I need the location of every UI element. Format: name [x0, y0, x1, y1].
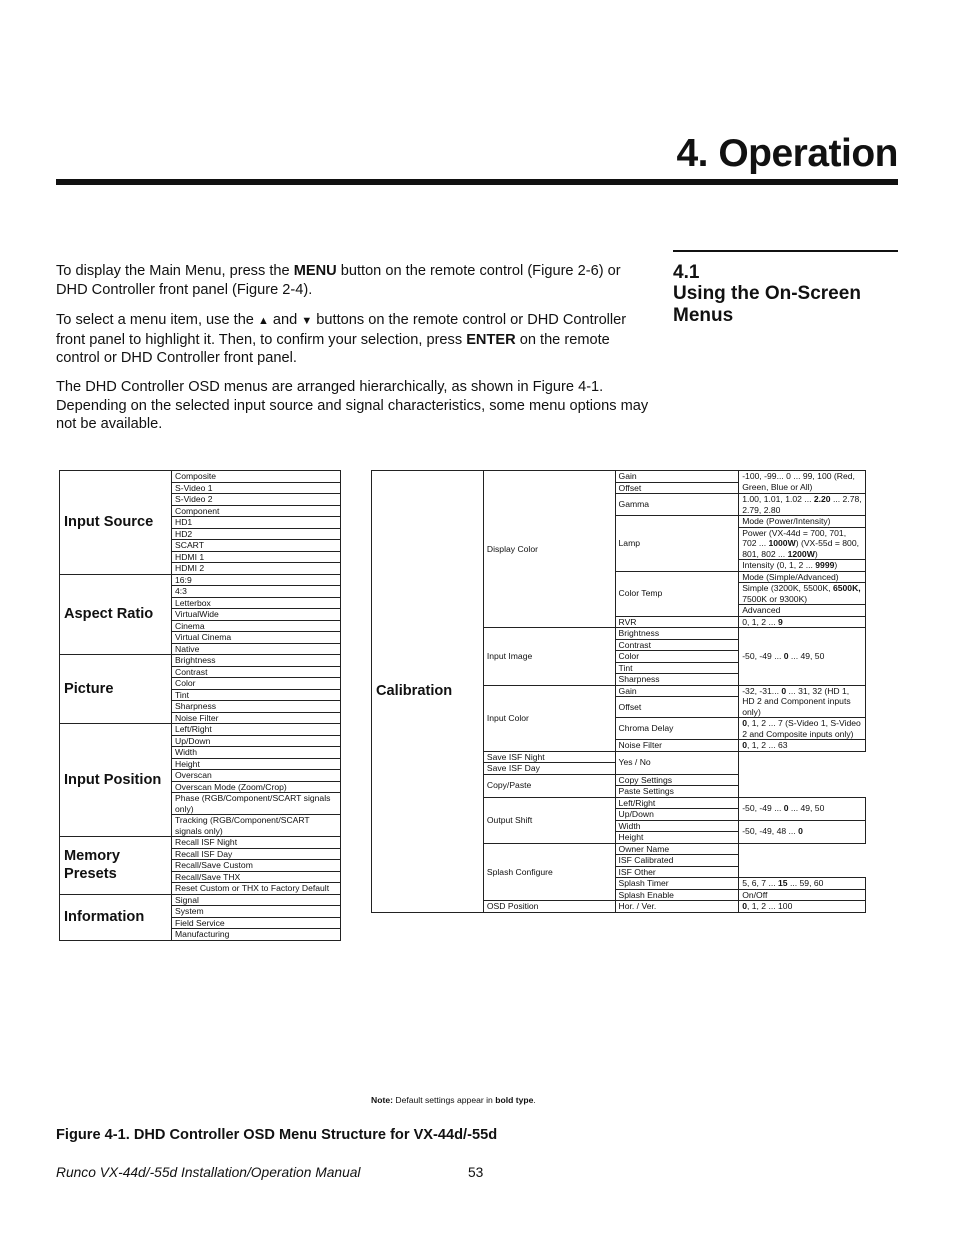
submenu-save-isf-night: Save ISF Night	[483, 751, 615, 763]
section-title: Using the On-Screen Menus	[673, 283, 861, 326]
submenu-copy-paste: Copy/Paste	[483, 774, 615, 797]
up-arrow-icon: ▲	[257, 315, 269, 327]
osd-menu-left-table	[59, 470, 341, 941]
menu-item: 16:9	[172, 574, 341, 586]
value-input-image: -50, -49 ... 0 ... 49, 50	[739, 628, 866, 686]
menu-item: Left/Right	[615, 797, 739, 809]
menu-item: Color	[615, 651, 739, 663]
figure-caption: Figure 4-1. DHD Controller OSD Menu Structure for VX-44d/-55d	[56, 1127, 498, 1143]
menu-item: Noise Filter	[615, 740, 739, 752]
value-splash-timer: 5, 6, 7 ... 15 ... 59, 60	[739, 878, 866, 890]
value-output-shift-size: -50, -49, 48 ... 0	[739, 820, 866, 843]
value-gamma: 1.00, 1.01, 1.02 ... 2.20 ... 2.78, 2.79, 2.80	[739, 494, 866, 516]
menu-item: S-Video 2	[172, 494, 341, 506]
value-ct-advanced: Advanced	[739, 605, 866, 617]
value-lamp-mode: Mode (Power/Intensity)	[739, 516, 866, 528]
menu-item: Brightness	[172, 655, 341, 667]
menu-item: Copy Settings	[615, 774, 739, 786]
submenu-input-color: Input Color	[483, 685, 615, 751]
value-lamp-power: Power (VX-44d = 700, 701, 702 ... 1000W) (VX-55d = 800, 801, 802 ... 1200W)	[739, 527, 866, 560]
menu-item: HD1	[172, 517, 341, 529]
menu-item: Noise Filter	[172, 712, 341, 724]
menu-item: Recall ISF Night	[172, 837, 341, 849]
menu-item: Color Temp	[615, 571, 739, 616]
menu-item: VirtualWide	[172, 609, 341, 621]
value-osd-position: 0, 1, 2 ... 100	[739, 901, 866, 913]
menu-item: Native	[172, 643, 341, 655]
menu-item: Owner Name	[615, 843, 739, 855]
group-memory-presets: Memory Presets	[60, 837, 172, 895]
menu-item: SCART	[172, 540, 341, 552]
submenu-splash-configure: Splash Configure	[483, 843, 615, 901]
menu-item: Phase (RGB/Component/SCART signals only)	[172, 793, 341, 815]
menu-item: Left/Right	[172, 724, 341, 736]
menu-item: Splash Enable	[615, 889, 739, 901]
menu-item: Offset	[615, 697, 739, 718]
submenu-osd-position: OSD Position	[483, 901, 615, 913]
menu-item: Gamma	[615, 494, 739, 516]
menu-item: Virtual Cinema	[172, 632, 341, 644]
menu-item: Gain	[615, 685, 739, 697]
menu-item: Contrast	[172, 666, 341, 678]
menu-item: Up/Down	[615, 809, 739, 821]
menu-item: Letterbox	[172, 597, 341, 609]
default-settings-note: Note: Default settings appear in bold type.	[371, 1095, 536, 1105]
group-aspect-ratio: Aspect Ratio	[60, 574, 172, 655]
menu-item: Height	[615, 832, 739, 844]
group-picture: Picture	[60, 655, 172, 724]
menu-item: Lamp	[615, 516, 739, 572]
menu-item: Sharpness	[615, 674, 739, 686]
footer-manual-title: Runco VX-44d/-55d Installation/Operation Manual	[56, 1165, 361, 1180]
menu-item: RVR	[615, 616, 739, 628]
menu-item: Cinema	[172, 620, 341, 632]
menu-item: Color	[172, 678, 341, 690]
value-save-isf: Yes / No	[615, 751, 739, 774]
menu-item: Component	[172, 505, 341, 517]
menu-item: System	[172, 906, 341, 918]
menu-item: Up/Down	[172, 735, 341, 747]
menu-item: Tracking (RGB/Component/SCART signals only)	[172, 815, 341, 837]
menu-item: Recall/Save Custom	[172, 860, 341, 872]
value-lamp-intensity: Intensity (0, 1, 2 ... 9999)	[739, 560, 866, 572]
value-ct-simple: Simple (3200K, 5500K, 6500K, 7500K or 9300K)	[739, 583, 866, 605]
value-input-color-gain-offset: -32, -31... 0 ... 31, 32 (HD 1, HD 2 and Component inputs only)	[739, 685, 866, 718]
value-gain-offset: -100, -99... 0 ... 99, 100 (Red, Green, Blue or All)	[739, 471, 866, 494]
menu-item: Height	[172, 758, 341, 770]
menu-item: Contrast	[615, 639, 739, 651]
paragraph-main-menu: To display the Main Menu, press the MENU button on the remote control (Figure 2-6) or DHD Controller front panel (Figure 2-4).	[56, 263, 621, 298]
menu-item: Tint	[172, 689, 341, 701]
menu-item: S-Video 1	[172, 482, 341, 494]
value-chroma-delay: 0, 1, 2 ... 7 (S-Video 1, S-Video 2 and Composite inputs only)	[739, 718, 866, 740]
menu-item: Width	[615, 820, 739, 832]
paragraph-select-item: To select a menu item, use the ▲ and ▼ buttons on the remote control or DHD Controller front panel to highlight it. Then, to confirm your selection, press ENTER on the remote control or DHD Controller front panel.	[56, 312, 627, 367]
menu-item: 4:3	[172, 586, 341, 598]
menu-item: Width	[172, 747, 341, 759]
paragraph-hierarchy: The DHD Controller OSD menus are arranged hierarchically, as shown in Figure 4-1. Depending on the selected input source and signal characteristics, some menu options may not be available.	[56, 379, 649, 433]
value-output-shift-position: -50, -49 ... 0 ... 49, 50	[739, 797, 866, 820]
group-calibration: Calibration	[372, 471, 484, 913]
group-input-source: Input Source	[60, 471, 172, 575]
value-noise-filter: 0, 1, 2 ... 63	[739, 740, 866, 752]
menu-item: Paste Settings	[615, 786, 739, 798]
chapter-title: 4. Operation	[676, 132, 898, 175]
menu-item: Chroma Delay	[615, 718, 739, 740]
menu-item: HDMI 1	[172, 551, 341, 563]
submenu-input-image: Input Image	[483, 628, 615, 686]
osd-menu-calibration-table	[371, 470, 866, 913]
menu-item: ISF Other	[615, 866, 739, 878]
submenu-output-shift: Output Shift	[483, 797, 615, 843]
group-input-position: Input Position	[60, 724, 172, 837]
menu-item: Recall ISF Day	[172, 848, 341, 860]
menu-item: Field Service	[172, 917, 341, 929]
menu-item: Overscan Mode (Zoom/Crop)	[172, 781, 341, 793]
menu-item: Sharpness	[172, 701, 341, 713]
menu-item: Brightness	[615, 628, 739, 640]
menu-item: Composite	[172, 471, 341, 483]
section-rule	[673, 250, 898, 252]
menu-item: Signal	[172, 894, 341, 906]
section-number: 4.1	[673, 262, 700, 283]
submenu-display-color: Display Color	[483, 471, 615, 628]
page-number: 53	[468, 1165, 484, 1180]
menu-item: HD2	[172, 528, 341, 540]
menu-item: Manufacturing	[172, 929, 341, 941]
menu-item: Overscan	[172, 770, 341, 782]
group-information: Information	[60, 894, 172, 940]
value-ct-mode: Mode (Simple/Advanced)	[739, 571, 866, 583]
menu-item: HDMI 2	[172, 563, 341, 575]
value-splash-enable: On/Off	[739, 889, 866, 901]
menu-item: Hor. / Ver.	[615, 901, 739, 913]
menu-item: ISF Calibrated	[615, 855, 739, 867]
menu-item: Splash Timer	[615, 878, 739, 890]
down-arrow-icon: ▼	[301, 315, 313, 327]
chapter-rule	[56, 179, 898, 185]
menu-item: Reset Custom or THX to Factory Default	[172, 883, 341, 895]
menu-item: Gain	[615, 471, 739, 483]
menu-item: Offset	[615, 482, 739, 494]
submenu-save-isf-day: Save ISF Day	[483, 763, 615, 775]
menu-item: Tint	[615, 662, 739, 674]
menu-item: Recall/Save THX	[172, 871, 341, 883]
value-rvr: 0, 1, 2 ... 9	[739, 616, 866, 628]
